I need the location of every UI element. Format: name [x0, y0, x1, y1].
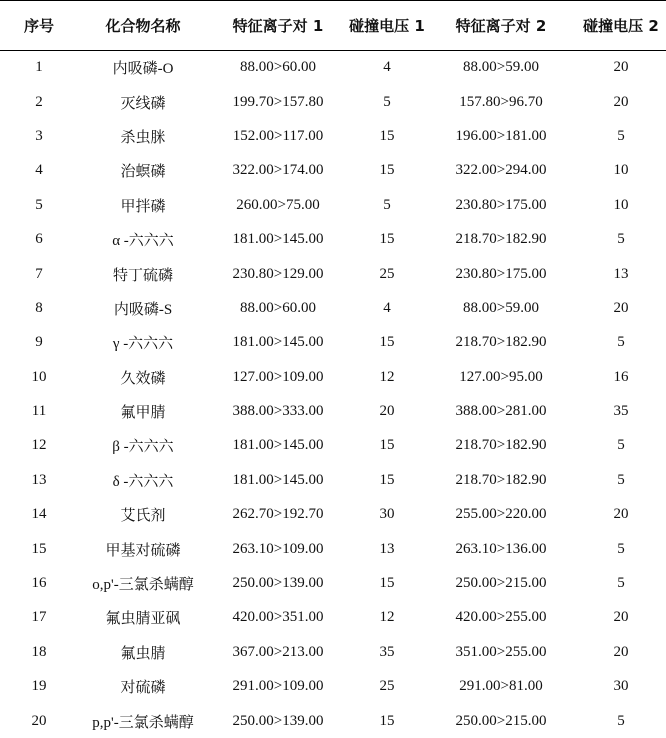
cell-ion-pair-1: 181.00>145.00	[208, 326, 348, 360]
cell-index: 20	[0, 704, 78, 738]
table-row	[0, 635, 666, 669]
cell-compound-name: 氟虫腈	[78, 635, 208, 669]
cell-collision-voltage-2: 5	[576, 532, 666, 566]
cell-collision-voltage-1: 12	[348, 360, 426, 394]
header-compound-name: 化合物名称	[78, 1, 208, 51]
cell-ion-pair-2: 250.00>215.00	[426, 704, 576, 738]
table-row	[0, 394, 666, 428]
table-row	[0, 566, 666, 600]
cell-collision-voltage-1: 25	[348, 670, 426, 704]
table-row	[0, 51, 666, 85]
cell-ion-pair-2: 127.00>95.00	[426, 360, 576, 394]
cell-index: 3	[0, 119, 78, 153]
cell-ion-pair-2: 420.00>255.00	[426, 601, 576, 635]
cell-collision-voltage-1: 15	[348, 463, 426, 497]
cell-ion-pair-1: 388.00>333.00	[208, 394, 348, 428]
cell-ion-pair-2: 218.70>182.90	[426, 463, 576, 497]
cell-index: 11	[0, 394, 78, 428]
cell-index: 19	[0, 670, 78, 704]
table-row	[0, 429, 666, 463]
cell-index: 4	[0, 154, 78, 188]
cell-collision-voltage-2: 5	[576, 566, 666, 600]
cell-index: 17	[0, 601, 78, 635]
cell-ion-pair-2: 291.00>81.00	[426, 670, 576, 704]
cell-index: 15	[0, 532, 78, 566]
cell-collision-voltage-2: 5	[576, 429, 666, 463]
table-row	[0, 704, 666, 738]
cell-index: 16	[0, 566, 78, 600]
cell-index: 5	[0, 188, 78, 222]
table-row	[0, 154, 666, 188]
cell-collision-voltage-2: 16	[576, 360, 666, 394]
cell-collision-voltage-1: 15	[348, 566, 426, 600]
table-header	[0, 1, 666, 51]
cell-index: 2	[0, 85, 78, 119]
cell-ion-pair-1: 181.00>145.00	[208, 429, 348, 463]
cell-ion-pair-1: 260.00>75.00	[208, 188, 348, 222]
cell-collision-voltage-2: 30	[576, 670, 666, 704]
cell-ion-pair-2: 255.00>220.00	[426, 498, 576, 532]
cell-compound-name: o,p'-三氯杀螨醇	[78, 566, 208, 600]
cell-index: 6	[0, 222, 78, 256]
cell-index: 18	[0, 635, 78, 669]
cell-collision-voltage-1: 15	[348, 222, 426, 256]
cell-collision-voltage-1: 15	[348, 154, 426, 188]
cell-ion-pair-1: 250.00>139.00	[208, 704, 348, 738]
cell-compound-name: β -六六六	[78, 429, 208, 463]
cell-index: 10	[0, 360, 78, 394]
header-ion-pair-2: 特征离子对 2	[426, 1, 576, 51]
header-collision-voltage-1: 碰撞电压 1	[348, 1, 426, 51]
cell-compound-name: 对硫磷	[78, 670, 208, 704]
table-row	[0, 85, 666, 119]
cell-collision-voltage-2: 5	[576, 326, 666, 360]
table-row	[0, 498, 666, 532]
table-row	[0, 222, 666, 256]
header-collision-voltage-2: 碰撞电压 2	[576, 1, 666, 51]
cell-compound-name: 甲基对硫磷	[78, 532, 208, 566]
cell-ion-pair-1: 263.10>109.00	[208, 532, 348, 566]
table-row	[0, 119, 666, 153]
cell-collision-voltage-2: 20	[576, 51, 666, 85]
table-row	[0, 257, 666, 291]
cell-compound-name: 久效磷	[78, 360, 208, 394]
cell-collision-voltage-1: 35	[348, 635, 426, 669]
cell-ion-pair-2: 157.80>96.70	[426, 85, 576, 119]
cell-compound-name: p,p'-三氯杀螨醇	[78, 704, 208, 738]
header-row	[0, 1, 666, 51]
cell-ion-pair-2: 218.70>182.90	[426, 429, 576, 463]
cell-collision-voltage-1: 5	[348, 85, 426, 119]
cell-ion-pair-1: 152.00>117.00	[208, 119, 348, 153]
table-row	[0, 291, 666, 325]
cell-collision-voltage-2: 5	[576, 704, 666, 738]
header-index: 序号	[0, 1, 78, 51]
cell-compound-name: 内吸磷-O	[78, 51, 208, 85]
cell-index: 9	[0, 326, 78, 360]
cell-ion-pair-1: 181.00>145.00	[208, 463, 348, 497]
table-row	[0, 532, 666, 566]
cell-compound-name: α -六六六	[78, 222, 208, 256]
cell-compound-name: 氟虫腈亚砜	[78, 601, 208, 635]
table-row	[0, 670, 666, 704]
cell-collision-voltage-1: 5	[348, 188, 426, 222]
cell-ion-pair-2: 388.00>281.00	[426, 394, 576, 428]
cell-ion-pair-2: 250.00>215.00	[426, 566, 576, 600]
table-row	[0, 463, 666, 497]
cell-compound-name: 甲拌磷	[78, 188, 208, 222]
table-row	[0, 326, 666, 360]
cell-ion-pair-1: 262.70>192.70	[208, 498, 348, 532]
cell-ion-pair-1: 420.00>351.00	[208, 601, 348, 635]
cell-ion-pair-1: 230.80>129.00	[208, 257, 348, 291]
cell-ion-pair-1: 127.00>109.00	[208, 360, 348, 394]
cell-ion-pair-1: 181.00>145.00	[208, 222, 348, 256]
cell-collision-voltage-2: 20	[576, 498, 666, 532]
cell-index: 14	[0, 498, 78, 532]
cell-compound-name: 氟甲腈	[78, 394, 208, 428]
cell-index: 13	[0, 463, 78, 497]
table-row	[0, 360, 666, 394]
cell-ion-pair-2: 88.00>59.00	[426, 291, 576, 325]
cell-ion-pair-2: 230.80>175.00	[426, 188, 576, 222]
cell-ion-pair-2: 218.70>182.90	[426, 326, 576, 360]
cell-collision-voltage-1: 20	[348, 394, 426, 428]
cell-collision-voltage-1: 15	[348, 326, 426, 360]
cell-ion-pair-2: 230.80>175.00	[426, 257, 576, 291]
cell-ion-pair-2: 218.70>182.90	[426, 222, 576, 256]
cell-collision-voltage-1: 12	[348, 601, 426, 635]
header-ion-pair-1: 特征离子对 1	[208, 1, 348, 51]
cell-ion-pair-1: 88.00>60.00	[208, 291, 348, 325]
cell-collision-voltage-2: 5	[576, 463, 666, 497]
cell-index: 12	[0, 429, 78, 463]
cell-compound-name: 特丁硫磷	[78, 257, 208, 291]
cell-collision-voltage-2: 10	[576, 188, 666, 222]
cell-ion-pair-2: 322.00>294.00	[426, 154, 576, 188]
cell-ion-pair-1: 199.70>157.80	[208, 85, 348, 119]
cell-ion-pair-1: 250.00>139.00	[208, 566, 348, 600]
cell-index: 1	[0, 51, 78, 85]
cell-ion-pair-2: 263.10>136.00	[426, 532, 576, 566]
cell-ion-pair-2: 196.00>181.00	[426, 119, 576, 153]
cell-compound-name: 灭线磷	[78, 85, 208, 119]
table-row	[0, 601, 666, 635]
cell-collision-voltage-2: 20	[576, 601, 666, 635]
cell-index: 8	[0, 291, 78, 325]
cell-collision-voltage-2: 13	[576, 257, 666, 291]
cell-collision-voltage-2: 20	[576, 85, 666, 119]
cell-collision-voltage-2: 10	[576, 154, 666, 188]
cell-compound-name: 杀虫脒	[78, 119, 208, 153]
cell-collision-voltage-1: 4	[348, 291, 426, 325]
cell-collision-voltage-2: 5	[576, 222, 666, 256]
table-body	[0, 51, 666, 738]
cell-collision-voltage-2: 35	[576, 394, 666, 428]
cell-collision-voltage-1: 15	[348, 429, 426, 463]
cell-compound-name: 内吸磷-S	[78, 291, 208, 325]
cell-compound-name: 艾氏剂	[78, 498, 208, 532]
cell-index: 7	[0, 257, 78, 291]
cell-collision-voltage-1: 4	[348, 51, 426, 85]
cell-ion-pair-1: 88.00>60.00	[208, 51, 348, 85]
cell-collision-voltage-1: 30	[348, 498, 426, 532]
cell-ion-pair-1: 291.00>109.00	[208, 670, 348, 704]
cell-compound-name: δ -六六六	[78, 463, 208, 497]
cell-collision-voltage-1: 13	[348, 532, 426, 566]
cell-collision-voltage-2: 5	[576, 119, 666, 153]
cell-ion-pair-2: 88.00>59.00	[426, 51, 576, 85]
cell-compound-name: 治螟磷	[78, 154, 208, 188]
cell-ion-pair-1: 367.00>213.00	[208, 635, 348, 669]
cell-collision-voltage-1: 15	[348, 704, 426, 738]
table-row	[0, 188, 666, 222]
cell-collision-voltage-1: 25	[348, 257, 426, 291]
cell-collision-voltage-2: 20	[576, 635, 666, 669]
cell-ion-pair-1: 322.00>174.00	[208, 154, 348, 188]
cell-collision-voltage-1: 15	[348, 119, 426, 153]
cell-ion-pair-2: 351.00>255.00	[426, 635, 576, 669]
cell-collision-voltage-2: 20	[576, 291, 666, 325]
cell-compound-name: γ -六六六	[78, 326, 208, 360]
